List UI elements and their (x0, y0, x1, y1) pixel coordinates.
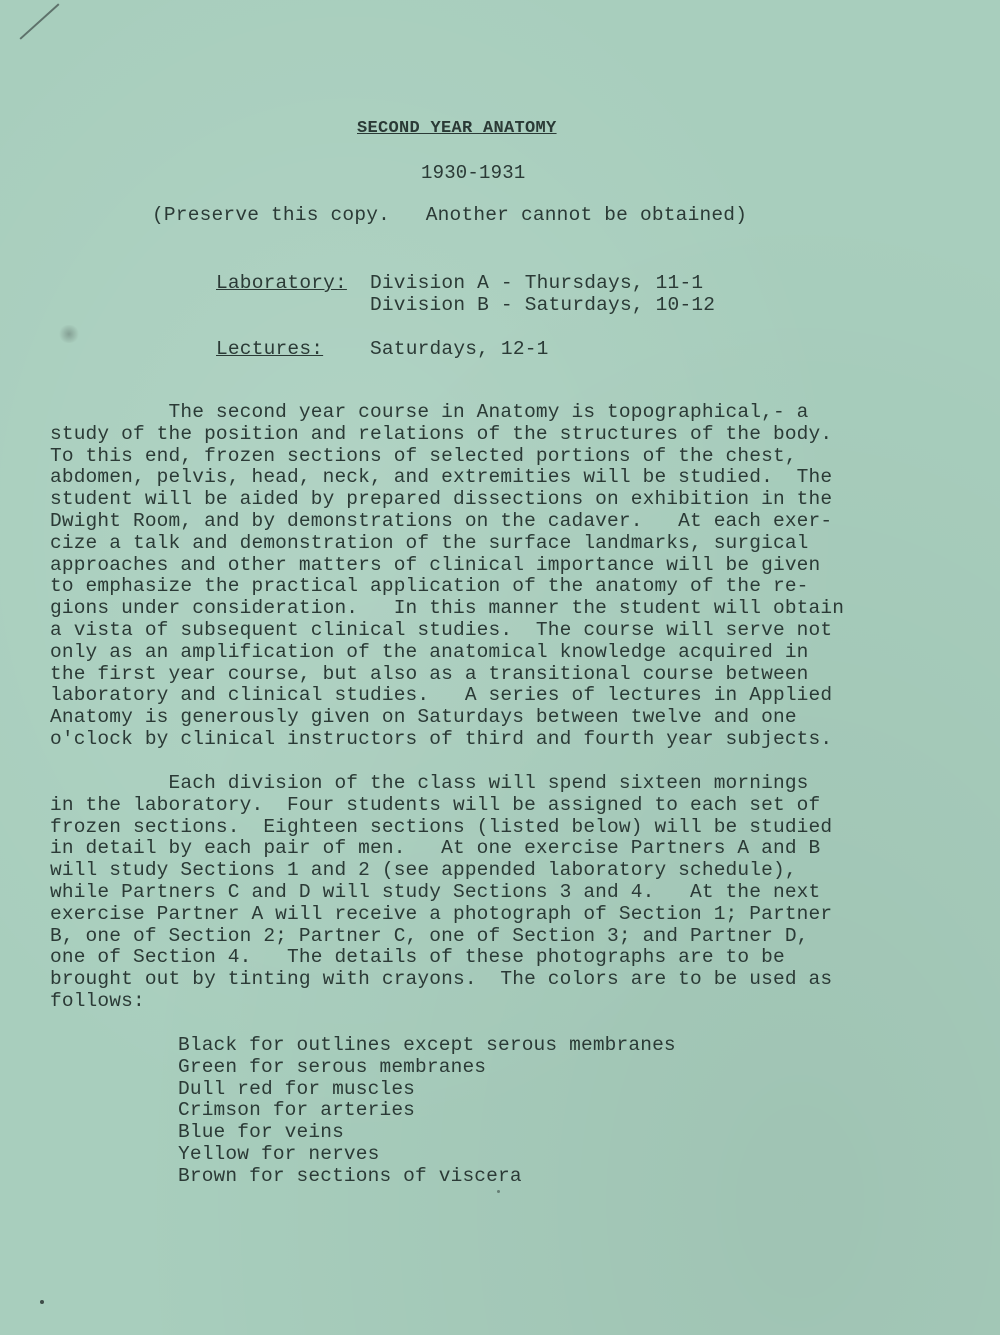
paragraph-line: To this end, frozen sections of selected portions of the chest, (50, 444, 797, 467)
color-list-item: Green for serous membranes (178, 1055, 487, 1078)
lectures-label: Lectures: (216, 338, 324, 360)
paragraph-line: Anatomy is generously given on Saturdays between twelve and one (50, 706, 797, 729)
paragraph-line: follows: (50, 989, 145, 1012)
paragraph-line: while Partners C and D will study Sections 3 and 4. At the next (50, 880, 821, 903)
paragraph-line: a vista of subsequent clinical studies. The course will serve not (50, 618, 833, 641)
paragraph-line: one of Section 4. The details of these photographs are to be (50, 946, 785, 969)
division-b-schedule: Division B - Saturdays, 10-12 (370, 294, 716, 316)
paragraph-line: gions under consideration. In this manner the student will obtain (50, 597, 845, 620)
color-list-item: Crimson for arteries (178, 1099, 416, 1122)
ink-dot (497, 1190, 500, 1193)
paragraph-line: Dwight Room, and by demonstrations on the cadaver. At each exer- (50, 509, 833, 532)
color-list-item: Dull red for muscles (178, 1077, 416, 1100)
paragraph-line: cize a talk and demonstration of the surface landmarks, surgical (50, 531, 809, 554)
academic-year: 1930-1931 (421, 162, 526, 184)
color-list-item: Yellow for nerves (178, 1142, 380, 1165)
laboratory-procedure-paragraph (50, 773, 920, 1013)
paragraph-line: in detail by each pair of men. At one exercise Partners A and B (50, 837, 821, 860)
paragraph-line: The second year course in Anatomy is topographical,- a (50, 401, 809, 423)
lectures-schedule: Saturdays, 12-1 (370, 338, 549, 360)
laboratory-label: Laboratory: (216, 272, 347, 294)
paragraph-line: only as an amplification of the anatomical knowledge acquired in (50, 640, 809, 663)
division-a-schedule: Division A - Thursdays, 11-1 (370, 272, 704, 294)
document-title: SECOND YEAR ANATOMY (357, 119, 557, 138)
paragraph-line: will study Sections 1 and 2 (see appended laboratory schedule), (50, 859, 797, 882)
paragraph-line: the first year course, but also as a transitional course between (50, 662, 809, 685)
paragraph-line: abdomen, pelvis, head, neck, and extremities will be studied. The (50, 466, 833, 489)
paragraph-line: B, one of Section 2; Partner C, one of Section 3; and Partner D, (50, 924, 809, 947)
pencil-mark (19, 3, 59, 39)
paragraph-line: approaches and other matters of clinical importance will be given (50, 553, 821, 576)
color-list-item: Brown for sections of viscera (178, 1164, 522, 1187)
color-list-item: Black for outlines except serous membranes (178, 1034, 676, 1056)
paragraph-line: in the laboratory. Four students will be assigned to each set of (50, 793, 821, 816)
paragraph-line: student will be aided by prepared dissections on exhibition in the (50, 488, 833, 511)
course-description-paragraph (50, 402, 920, 751)
crayon-color-list (178, 1035, 676, 1188)
paragraph-line: o'clock by clinical instructors of third and fourth year subjects. (50, 727, 833, 750)
ink-smudge (58, 325, 80, 343)
paragraph-line: study of the position and relations of the structures of the body. (50, 422, 833, 445)
paragraph-line: exercise Partner A will receive a photograph of Section 1; Partner (50, 902, 833, 925)
paragraph-line: to emphasize the practical application of the anatomy of the re- (50, 575, 809, 598)
preserve-note: (Preserve this copy. Another cannot be obtained) (152, 204, 748, 226)
paragraph-line: Each division of the class will spend sixteen mornings (50, 772, 809, 794)
ink-dot (40, 1300, 44, 1304)
paragraph-line: brought out by tinting with crayons. The colors are to be used as (50, 968, 833, 991)
paragraph-line: frozen sections. Eighteen sections (listed below) will be studied (50, 815, 833, 838)
color-list-item: Blue for veins (178, 1121, 344, 1144)
paragraph-line: laboratory and clinical studies. A series of lectures in Applied (50, 684, 833, 707)
